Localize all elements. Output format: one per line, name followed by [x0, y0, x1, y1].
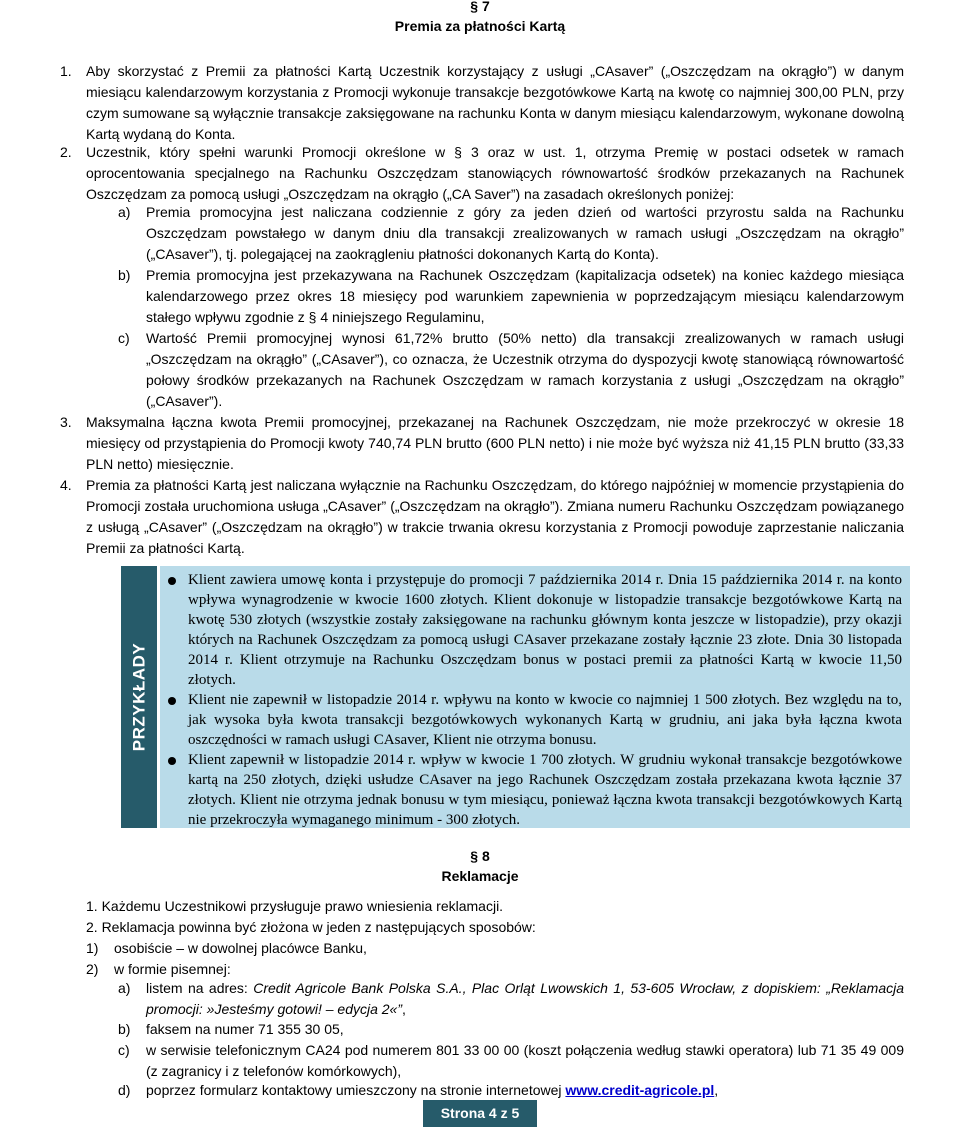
section-7-number: § 7 [470, 0, 490, 14]
s8-item-a-suffix: , [402, 1001, 406, 1017]
examples-box [121, 566, 910, 828]
s8-item-a-number: a) [118, 980, 131, 996]
item-2-number: 2. [60, 144, 72, 160]
item-a-text: Premia promocyjna jest naliczana codziennie z góry za jeden dzień od wartości przyrostu salda na Rachunku Oszczędzam powstałego w danym dniu dla transakcji zrealizowanych w ramach usługi „Oszczędzam na okrągło” („CAsaver”), tj. polegającej na zaokrągleniu płatności dokonanych Kartą do Konta). [146, 204, 904, 262]
s8-item-d [146, 1080, 904, 1101]
section-8-title: Reklamacje [441, 868, 519, 884]
s8-item-a [146, 978, 904, 1020]
item-1-text: Aby skorzystać z Premii za płatności Kartą Uczestnik korzystający z usługi „CAsaver” („Oszczędzam na okrągło”) w danym miesiącu kalendarzowym korzystania z Promocji wykonuje transakcje bezgotówkowe Kartą na kwotę co najmniej 300,00 PLN, przy czym sumowane są wyłącznie transakcje zaksięgowane na rachunku Konta w danym miesiącu kalendarzowym, wykonane dowolną Kartą wydaną do Konta. [86, 63, 904, 142]
item-1-number: 1. [60, 63, 72, 79]
s8-item-d-prefix: poprzez formularz kontaktowy umieszczony na stronie internetowej [146, 1082, 566, 1098]
item-b-number: b) [118, 267, 131, 283]
s8-item-d-suffix: , [714, 1082, 719, 1098]
item-4-text: Premia za płatności Kartą jest naliczana wyłącznie na Rachunku Oszczędzam, do którego najpóźniej w momencie przystąpienia do Promocji została uruchomiona usługa „CAsaver” („Oszczędzam na okrągło”). Zmiana numeru Rachunku Oszczędzam powiązanego z usługą „CAsaver” („Oszczędzam na okrągło”) w trakcie trwania okresu korzystania z Promocji powoduje zaprzestanie naliczania Premii za płatności Kartą. [86, 477, 904, 556]
examples-content [160, 566, 910, 828]
item-a-number: a) [118, 204, 131, 220]
s8-item-3-number: 1) [86, 940, 99, 956]
s8-item-1: 1. Każdemu Uczestnikowi przysługuje prawo wniesienia reklamacji. [86, 898, 504, 914]
item-3-number: 3. [60, 414, 72, 430]
s8-item-4-number: 2) [86, 961, 99, 977]
item-3-text: Maksymalna łączna kwota Premii promocyjnej, przekazanej na Rachunek Oszczędzam, nie może przekroczyć w okresie 18 miesięcy od przystąpienia do Promocji kwoty 740,74 PLN brutto (600 PLN netto) i nie może być wyższa niż 41,15 PLN brutto (33,33 PLN netto) miesięcznie. [86, 414, 904, 472]
item-2-text: Uczestnik, który spełni warunki Promocji określone w § 3 oraz w ust. 1, otrzyma Premię w postaci odsetek w ramach oprocentowania specjalnego na Rachunku Oszczędzam stanowiących równowartość środków przekazanych na Rachunek Oszczędzam za pomocą usługi „Oszczędzam na okrągło („CA Saver”) na zasadach określonych poniżej: [86, 144, 904, 202]
item-c-text: Wartość Premii promocyjnej wynosi 61,72% brutto (50% netto) dla transakcji zrealizowanych w ramach usługi „Oszczędzam na okrągło” („CAsaver”), co oznacza, że Uczestnik otrzyma do dyspozycji kwotę stanowiącą równowartość połowy środków przekazanych na Rachunek Oszczędzam w ramach korzystania z usługi „Oszczędzam na okrągło” („CAsaver”). [146, 330, 904, 409]
s8-item-a-address: Credit Agricole Bank Polska S.A., Plac Orląt Lwowskich 1, 53-605 Wrocław, z dopiskiem: „Reklamacja promocji: »Jesteśmy gotowi! – edycja 2«” [146, 980, 904, 1017]
s8-item-2: 2. Reklamacja powinna być złożona w jeden z następujących sposobów: [86, 919, 536, 935]
s8-item-b-number: b) [118, 1021, 131, 1037]
item-c-number: c) [118, 330, 130, 346]
s8-item-c-number: c) [118, 1042, 130, 1058]
s8-item-4-text: w formie pisemnej: [114, 961, 231, 977]
page-number: Strona 4 z 5 [423, 1100, 538, 1127]
item-b-text: Premia promocyjna jest przekazywana na Rachunek Oszczędzam (kapitalizacja odsetek) na koniec każdego miesiąca kalendarzowego przez okres 18 miesięcy pod warunkiem zapewnienia w poprzedzającym miesiącu kalendarzowym stałego wpływu zgodnie z § 4 niniejszego Regulaminu, [146, 267, 904, 325]
page-footer [0, 1100, 960, 1127]
example-text-1: Klient zawiera umowę konta i przystępuje do promocji 7 października 2014 r. Dnia 15 października 2014 r. na konto wpływa wynagrodzenie w kwocie 1600 złotych. Klient dokonuje w listopadzie transakcje bezgotówkowe Kartą na kwotę 530 złotych (wszystkie zostały zaksięgowane na rachunku głównym konta jeszcze w listopadzie), przy okazji których na Rachunek Oszczędzam za pomocą usługi CAsaver przekazane zostały łącznie 23 złote. Dnia 30 listopada 2014 r. Klient otrzymuje na Rachunku Oszczędzam bonus w postaci premii za płatności Kartą w kwocie 11,50 złotych. [188, 572, 902, 688]
section-7-title: Premia za płatności Kartą [394, 18, 566, 34]
examples-side-label [121, 566, 157, 828]
s8-item-3-text: osobiście – w dowolnej placówce Banku, [114, 940, 367, 956]
s8-item-a-prefix: listem na adres: [146, 980, 254, 996]
s8-item-c-text: w serwisie telefonicznym CA24 pod numerem 801 33 00 00 (koszt połączenia według stawki operatora) lub 71 35 49 009 (z zagranicy i z telefonów komórkowych), [146, 1042, 904, 1079]
section-8-number: § 8 [470, 848, 490, 864]
s8-item-b-text: faksem na numer 71 355 30 05, [146, 1021, 344, 1037]
example-text-3: Klient zapewnił w listopadzie 2014 r. wpływ w kwocie 1 700 złotych. W grudniu wykonał transakcje bezgotówkowe kartą na 250 złotych, dzięki usłudze CAsaver na jego Rachunek Oszczędzam została przekazana kwota łącznie 37 złotych. Klient nie otrzyma jednak bonusu w tym miesiącu, ponieważ łączna kwota transakcji bezgotówkowych Kartą nie przekroczyła wymaganego minimum - 300 złotych. [188, 752, 902, 828]
example-text-2: Klient nie zapewnił w listopadzie 2014 r. wpływu na konto w kwocie co najmniej 1 500 złotych. Bez względu na to, jak wysoka była kwota transakcji bezgotówkowych wykonanych Kartą w grudniu, ani jaka była łączna kwota oszczędności w ramach usługi CAsaver, Klient nie otrzyma bonusu. [188, 692, 902, 748]
website-link[interactable]: www.credit-agricole.pl [565, 1082, 715, 1098]
s8-item-d-number: d) [118, 1082, 131, 1098]
bullet-icon [168, 757, 176, 765]
examples-label: PRZYKŁADY [129, 642, 149, 752]
bullet-icon [168, 577, 176, 585]
item-4-number: 4. [60, 477, 72, 493]
bullet-icon [168, 697, 176, 705]
